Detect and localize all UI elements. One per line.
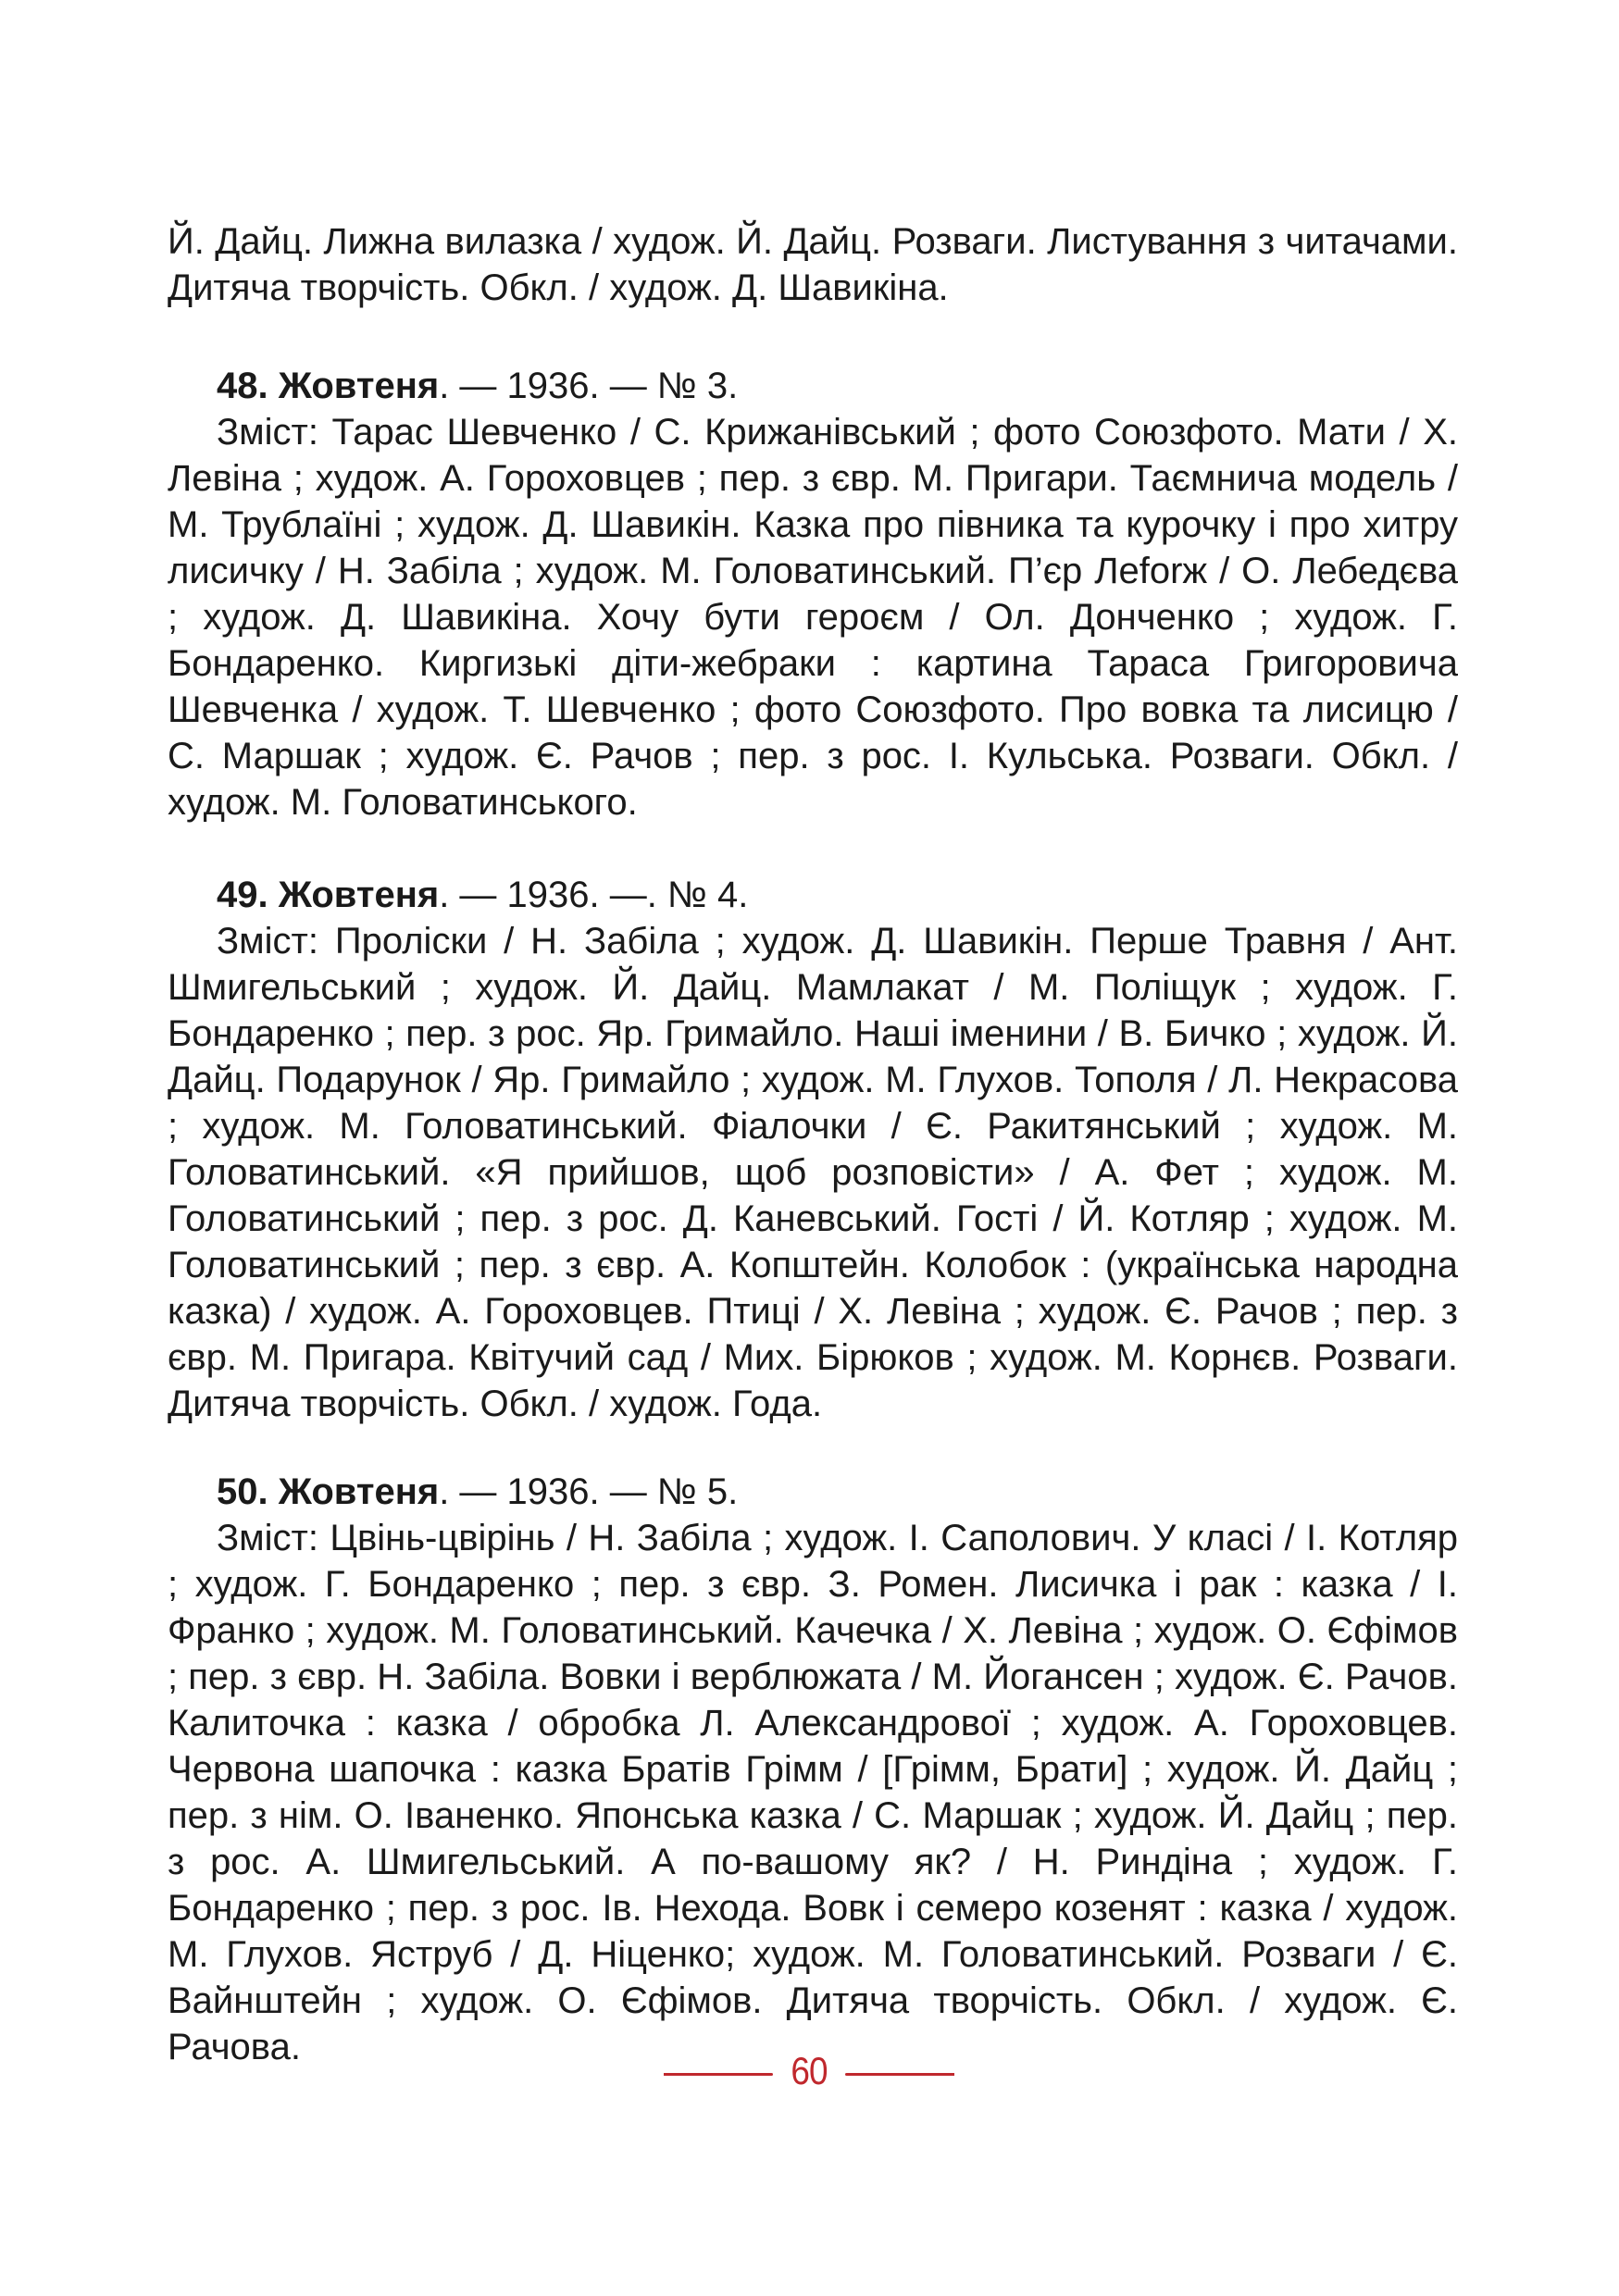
entry-title: Жовтеня xyxy=(278,366,440,406)
entry-header xyxy=(168,1469,1458,1515)
bibliography-entry-50 xyxy=(168,1469,1458,2070)
entry-title: Жовтеня xyxy=(278,1471,440,1512)
entry-details: . — 1936. —. № 4. xyxy=(439,875,749,915)
entry-details: . — 1936. — № 3. xyxy=(439,366,739,406)
entry-header xyxy=(168,872,1458,918)
page-number: 60 xyxy=(791,2049,828,2092)
entry-number: 48. xyxy=(217,366,268,406)
entry-number: 50. xyxy=(217,1471,268,1512)
footer-rule-left xyxy=(664,2073,773,2076)
entry-header xyxy=(168,363,1458,409)
continuation-paragraph: Й. Дайц. Лижна вилазка / худож. Й. Дайц. Розваги. Листування з читачами. Дитяча творчість. Обкл. / худож. Д. Шавикіна. xyxy=(168,221,1458,308)
entry-number: 49. xyxy=(217,875,268,915)
page-footer xyxy=(0,2045,1619,2101)
bibliography-entry-49 xyxy=(168,872,1458,1427)
entry-details: . — 1936. — № 5. xyxy=(439,1471,739,1512)
entry-content: Зміст: Цвінь-цвірінь / Н. Забіла ; худож. І. Саполович. У класі / І. Котляр ; худож. Г. Бондаренко ; пер. з євр. З. Ромен. Лисичка і рак : казка / І. Франко ; худож. М. Головатинський. Качечка / Х. Левіна ; худож. О. Єфімов ; пер. з євр. Н. Забіла. Вовки і верблюжата / М. Йогансен ; худож. Є. Рачов. Калиточка : казка / обробка Л. Александрової ; худож. А. Гороховцев. Червона шапочка : казка Братів Грімм / [Грімм, Брати] ; худож. Й. Дайц ; пер. з нім. О. Іваненко. Японська казка / С. Маршак ; худож. Й. Дайц ; пер. з рос. А. Шмигельський. А по-вашому як? / Н. Риндіна ; худож. Г. Бондаренко ; пер. з рос. Ів. Нехода. Вовк і семеро козенят : казка / худож. М. Глухов. Яструб / Д. Ніценко; худож. М. Головатинський. Розваги / Є. Вайнштейн ; худож. О. Єфімов. Дитяча творчість. Обкл. / худож. Є. Рачова. xyxy=(168,1518,1458,2067)
entry-content: Зміст: Тарас Шевченко / С. Крижанівський ; фото Союзфото. Мати / Х. Левіна ; худож. А. Гороховцев ; пер. з євр. М. Пригари. Таємнича модель / М. Трублаїні ; худож. Д. Шавикін. Казка про півника та курочку і про хитру лисичку / Н. Забіла ; худож. М. Головатинський. П’єр Леforж / О. Лебедєва ; худож. Д. Шавикіна. Хочу бути героєм / Ол. Донченко ; худож. Г. Бондаренко. Киргизькі діти-жебраки : картина Тараса Григоровича Шевченка / худож. Т. Шевченко ; фото Союзфото. Про вовка та лисицю / С. Маршак ; худож. Є. Рачов ; пер. з рос. І. Кульська. Розваги. Обкл. / худож. М. Головатинського. xyxy=(168,412,1458,823)
entry-content: Зміст: Проліски / Н. Забіла ; худож. Д. Шавикін. Перше Травня / Ант. Шмигельський ; худож. Й. Дайц. Мамлакат / М. Поліщук ; худож. Г. Бондаренко ; пер. з рос. Яр. Гримайло. Наші іменини / В. Бичко ; худож. Й. Дайц. Подарунок / Яр. Гримайло ; худож. М. Глухов. Тополя / Л. Некрасова ; худож. М. Головатинський. Фіалочки / Є. Ракитянський ; худож. М. Головатинський. «Я прийшов, щоб розповісти» / А. Фет ; худож. М. Головатинський ; пер. з рос. Д. Каневський. Гості / Й. Котляр ; худож. М. Головатинський ; пер. з євр. А. Копштейн. Колобок : (українська народна казка) / худож. А. Гороховцев. Птиці / Х. Левіна ; худож. Є. Рачов ; пер. з євр. М. Пригара. Квітучий сад / Мих. Бірюков ; худож. М. Корнєв. Розваги. Дитяча творчість. Обкл. / худож. Года. xyxy=(168,921,1458,1424)
entry-title: Жовтеня xyxy=(278,875,440,915)
footer-rule-right xyxy=(845,2073,954,2076)
bibliography-entry-48 xyxy=(168,363,1458,825)
